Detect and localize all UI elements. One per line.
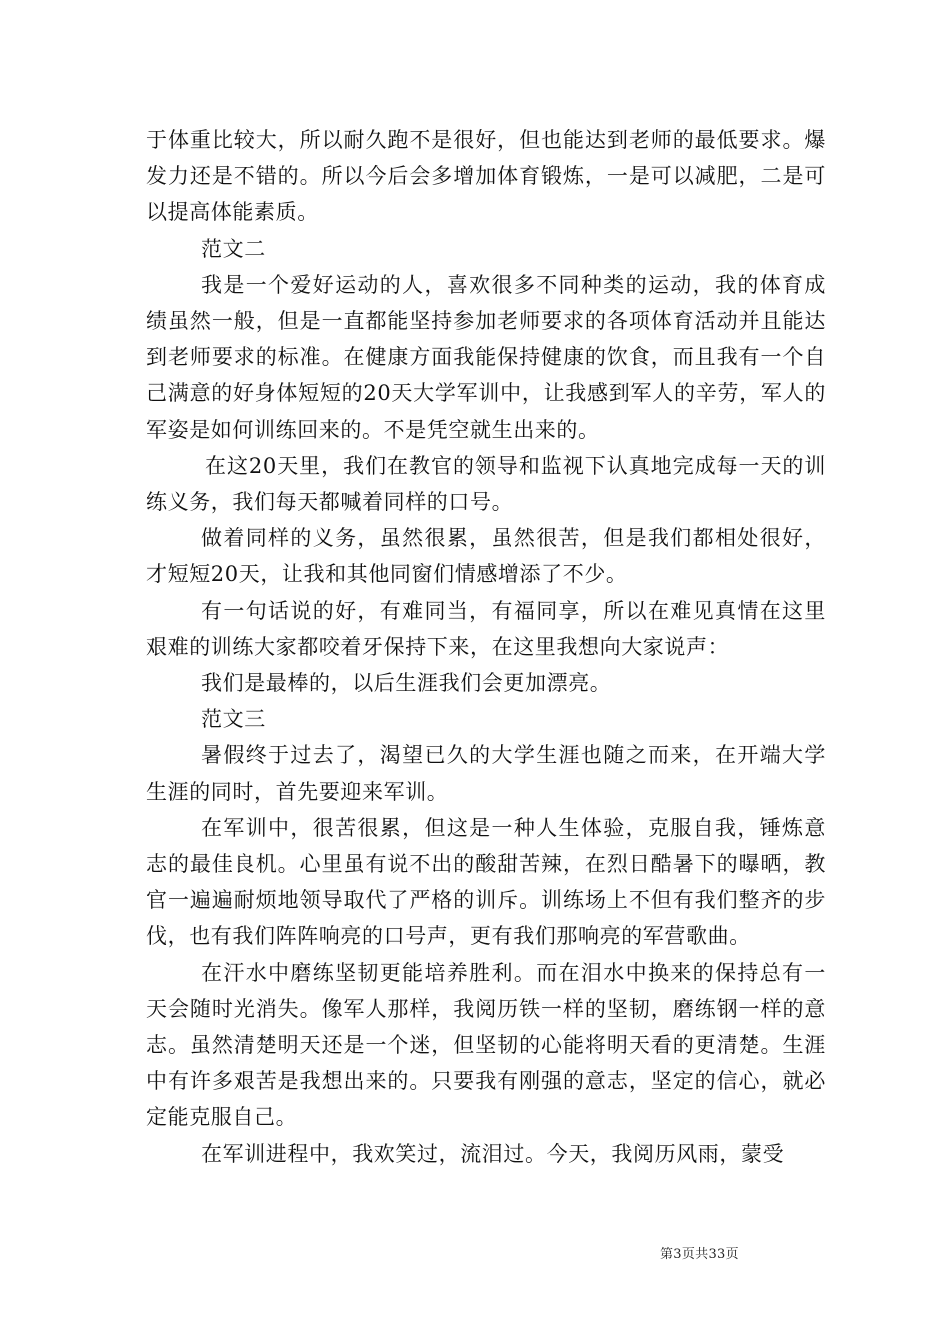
paragraph: 暑假终于过去了，渴望已久的大学生涯也随之而来，在开端大学生涯的同时，首先要迎来军训。 (146, 743, 826, 804)
paragraph: 在军训进程中，我欢笑过，流泪过。今天，我阅历风雨，蒙受 (201, 1141, 785, 1166)
paragraph: 在这20天里，我们在教官的领导和监视下认真地完成每一天的训练义务，我们每天都喊着同样的口号。 (146, 453, 826, 515)
page-number-footer: 第3页共33页 (660, 1247, 739, 1262)
paragraph: 我们是最棒的，以后生涯我们会更加漂亮。 (201, 671, 612, 696)
section-heading: 范文三 (201, 707, 266, 732)
paragraph: 有一句话说的好，有难同当，有福同享，所以在难见真情在这里艰难的训练大家都咬着牙保持下来，在这里我想向大家说声： (146, 598, 826, 659)
section-heading: 范文二 (201, 236, 266, 261)
paragraph: 于体重比较大，所以耐久跑不是很好，但也能达到老师的最低要求。爆发力还是不错的。所以今后会多增加体育锻炼，一是可以减肥，二是可以提高体能素质。 (146, 128, 826, 225)
document-body (146, 122, 826, 1172)
paragraph: 在汗水中磨练坚韧更能培养胜利。而在泪水中换来的保持总有一天会随时光消失。像军人那样，我阅历铁一样的坚韧，磨练钢一样的意志。虽然清楚明天还是一个迷，但坚韧的心能将明天看的更清楚。生涯中有许多艰苦是我想出来的。只要我有刚强的意志，坚定的信心，就必定能克服自己。 (146, 960, 826, 1130)
paragraph: 我是一个爱好运动的人，喜欢很多不同种类的运动，我的体育成绩虽然一般，但是一直都能坚持参加老师要求的各项体育活动并且能达到老师要求的标准。在健康方面我能保持健康的饮食，而且我有一个自己满意的好身体短短的20天大学军训中，让我感到军人的辛劳，军人的军姿是如何训练回来的。不是凭空就生出来的。 (146, 272, 826, 442)
paragraph: 做着同样的义务，虽然很累，虽然很苦，但是我们都相处很好，才短短20天，让我和其他同窗们情感增添了不少。 (146, 526, 826, 587)
paragraph: 在军训中，很苦很累，但这是一种人生体验，克服自我，锤炼意志的最佳良机。心里虽有说不出的酸甜苦辣，在烈日酷暑下的曝晒，教官一遍遍耐烦地领导取代了严格的训斥。训练场上不但有我们整齐的步伐，也有我们阵阵响亮的口号声，更有我们那响亮的军营歌曲。 (146, 815, 826, 949)
